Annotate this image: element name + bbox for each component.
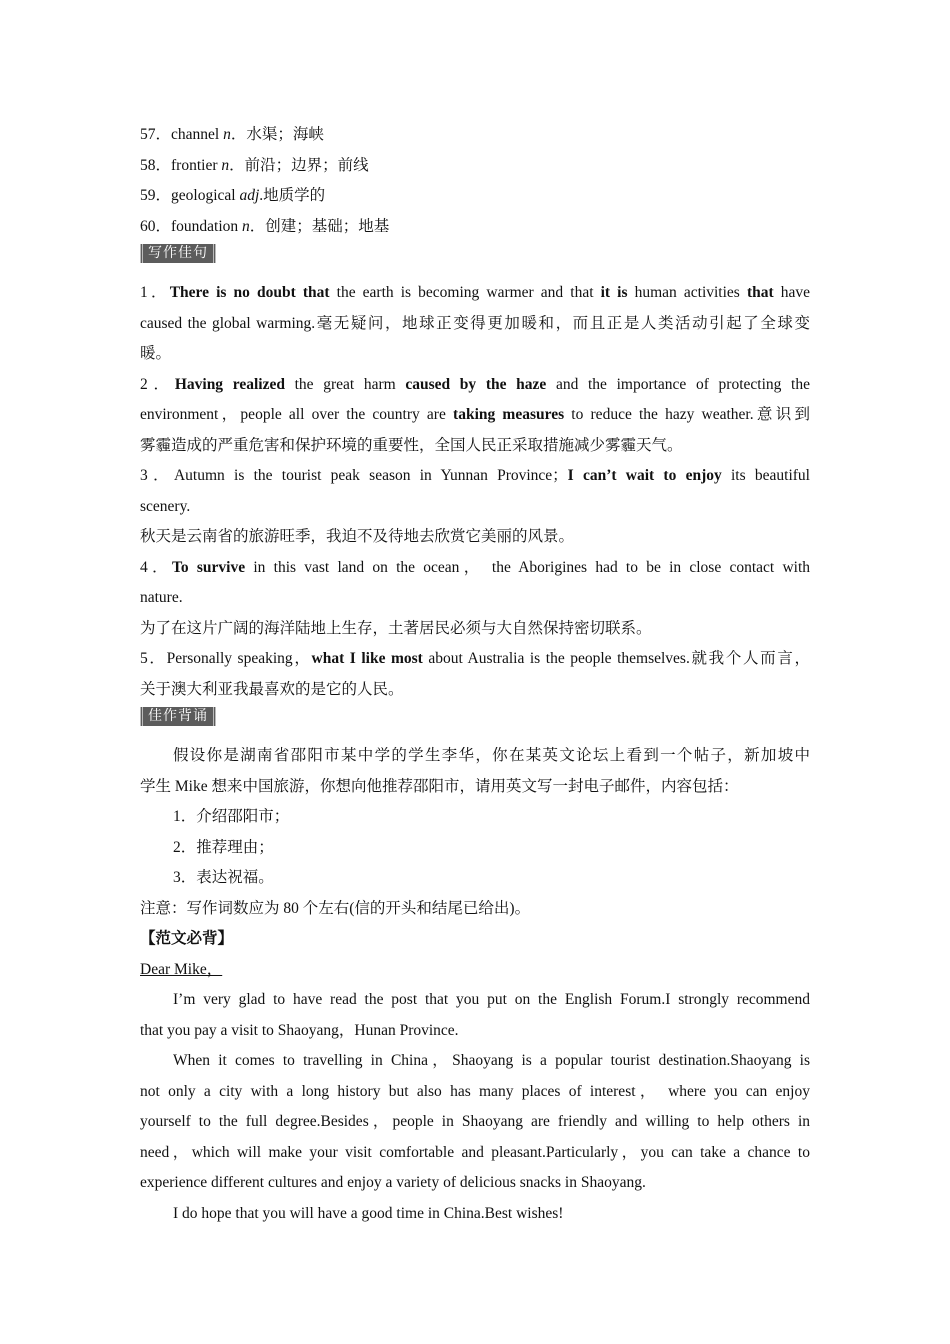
vocab-item: 60．foundation n．创建；基础；地基 — [140, 217, 390, 235]
vocab-item: 59．geological adj.地质学的 — [140, 187, 326, 205]
section-header — [140, 705, 810, 741]
writing-prompt: 假设你是湖南省邵阳市某中学的学生李华，你在某英文论坛上看到一个帖子，新加坡中 学生 Mike 想来中国旅游，你想向他推荐邵阳市，请用英文写一封电子邮件，内容包括： 1．介绍邵阳市； 2．推荐理由； 3．表达祝福。 注意：写作词数应为 80 个左右(信的开头和结尾已给出)。 【范文必背】 — [140, 741, 810, 955]
example-sentence: 3．Autumn is the tourist peak season in Yunnan Province；I can’t wait to enjoy its beautiful scenery. 秋天是云南省的旅游旺季，我迫不及待地去欣赏它美丽的风景。 — [140, 467, 810, 546]
list-item: 2．推荐理由； — [173, 838, 274, 856]
list-item: 1．介绍邵阳市； — [173, 808, 290, 826]
section-tag-model-essay: 佳作背诵 — [140, 707, 216, 726]
example-sentence: 4．To survive in this vast land on the ocean， the Aborigines had to be in close contact with nature. 为了在这片广阔的海洋陆地上生存，土著居民必须与大自然保持密切联系。 — [140, 558, 810, 637]
model-letter: Dear Mike， I’m very glad to have read the post that you put on the English Forum.I strongly recommend that you pay a visit to Shaoyang，Hunan Province. When it comes to travelling in China，Shaoyang is a popular tourist destination.Shaoyang is not only a city with a long history but also has many places of interest， where you can enjoy yourself to the full degree.Besides，people in Shaoyang are friendly and willing to help others in need，which will make your visit comfortable and pleasant.Particularly，you can take a chance to experience different cultures and enjoy a variety of delicious snacks in Shaoyang. I do hope that you will have a good time in China.Best wishes! — [140, 955, 810, 1230]
vocab-item: 57．channel n．水渠；海峡 — [140, 126, 324, 143]
vocab-item: 58．frontier n．前沿；边界；前线 — [140, 156, 369, 174]
example-sentence: 2．Having realized the great harm caused by the haze and the importance of protecting the environment，people all over the country are taking measures to reduce the hazy weather.意识到 雾霾造成的严重危害和保护环境的重要性，全国人民正采取措施减少雾霾天气。 — [140, 375, 810, 454]
document-content — [140, 120, 810, 1229]
letter-greeting: Dear Mike， — [140, 960, 223, 978]
example-sentence: 5．Personally speaking，what I like most about Australia is the people themselves.就我个人而言， 关于澳大利亚我最喜欢的是它的人民。 — [140, 650, 811, 698]
section-header — [140, 242, 810, 278]
model-essay-heading: 【范文必背】 — [140, 930, 234, 948]
word-count-note: 注意：写作词数应为 80 个左右(信的开头和结尾已给出)。 — [140, 899, 531, 917]
list-item: 3．表达祝福。 — [173, 869, 274, 887]
section-tag-writing-sentences: 写作佳句 — [140, 244, 216, 263]
example-sentence: 1．There is no doubt that the earth is becoming warmer and that it is human activities that have caused the global warming.毫无疑问，地球正变得更加暖和，而且正是人类活动引起了全球变 暖。 — [140, 284, 810, 363]
